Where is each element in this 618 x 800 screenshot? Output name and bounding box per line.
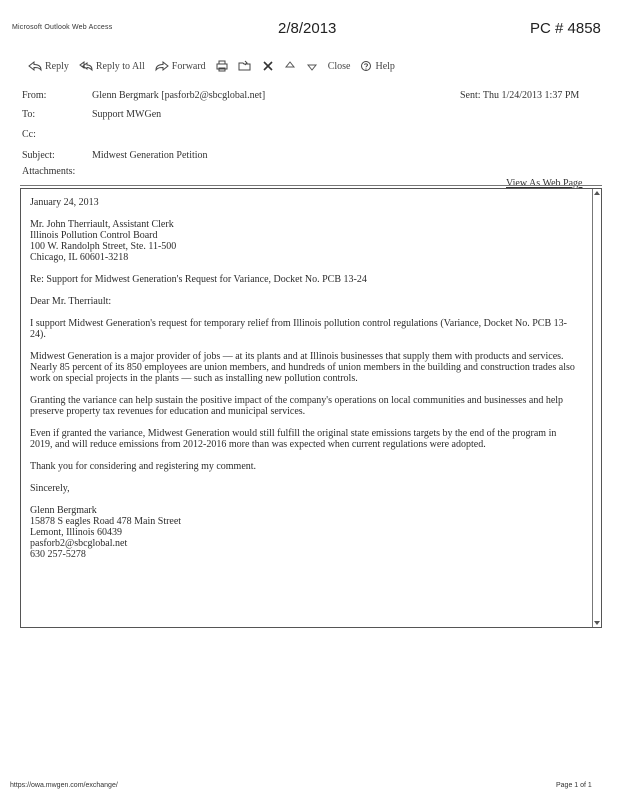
help-icon (360, 60, 372, 72)
letter-date: January 24, 2013 (30, 197, 99, 208)
recipient-line: Mr. John Therriault, Assistant Clerk (30, 219, 174, 230)
forward-button[interactable] (155, 60, 206, 72)
scroll-down-icon[interactable] (594, 621, 600, 625)
recipient-line: Chicago, IL 60601-3218 (30, 252, 129, 263)
signature-line: pasforb2@sbcglobal.net (30, 538, 128, 549)
attachments-label: Attachments: (22, 166, 76, 177)
previous-item-button[interactable] (284, 60, 296, 72)
print-button[interactable] (216, 60, 228, 72)
arrow-down-icon (306, 60, 318, 72)
forward-icon (155, 60, 169, 72)
re-line: Re: Support for Midwest Generation's Request for Variance, Docket No. PCB 13-24 (30, 274, 367, 285)
cc-label: Cc: (22, 129, 36, 140)
sent-label: Sent: (460, 90, 481, 101)
print-date: 2/8/2013 (278, 20, 337, 37)
subject-value: Midwest Generation Petition (92, 150, 208, 161)
sent-value: Thu 1/24/2013 1:37 PM (482, 90, 580, 101)
signature-line: Lemont, Illinois 60439 (30, 527, 122, 538)
paragraph: Even if granted the variance, Midwest Generation would still fulfill the original state emissions targets by the end of the program in 2019, and will reduce emissions from 2012-2016 more than was expected when current regulations were adopted. (30, 428, 557, 450)
message-body (30, 197, 580, 560)
reply-label: Reply (45, 60, 69, 72)
paragraph: Thank you for considering and registering my comment. (30, 461, 257, 472)
reply-all-label: Reply to All (95, 60, 145, 72)
footer-page-number: Page 1 of 1 (556, 782, 592, 789)
forward-label: Forward (171, 60, 206, 72)
footer-url: https://owa.mwgen.com/exchange/ (10, 782, 118, 789)
paragraph: Midwest Generation is a major provider of jobs — at its plants and at Illinois businesses that supply them with products and services. Nearly 85 percent of its 850 employees are union members, and hundreds of union members in the building and construction trades also work on special projects in the plants — such as installing new pollution controls. (30, 351, 575, 384)
signature-line: 15878 S eagles Road 478 Main Street (30, 516, 182, 527)
reply-all-button[interactable] (79, 60, 145, 72)
to-label: To: (22, 109, 36, 120)
signature-line: Glenn Bergmark (30, 505, 97, 516)
pc-number: PC # 4858 (530, 20, 601, 37)
close-button[interactable] (328, 61, 351, 72)
paragraph: I support Midwest Generation's request for temporary relief from Illinois pollution control regulations (Variance, Docket No. PCB 13-24). (30, 318, 567, 340)
help-label: Help (375, 60, 395, 72)
help-button[interactable] (360, 60, 394, 72)
delete-button[interactable] (262, 60, 274, 72)
header-divider (20, 185, 602, 186)
recipient-line: 100 W. Randolph Street, Ste. 11-500 (30, 241, 177, 252)
paragraph: Granting the variance can help sustain the positive impact of the company's operations on local communities and businesses and help preserve property tax revenues for education and municipal services. (30, 395, 564, 417)
scroll-up-icon[interactable] (594, 191, 600, 195)
app-name: Microsoft Outlook Web Access (12, 24, 113, 31)
message-toolbar (28, 58, 405, 74)
sent-field (460, 90, 579, 101)
delete-icon (262, 60, 274, 72)
reply-all-icon (79, 60, 93, 72)
signature-line: 630 257-5278 (30, 549, 86, 560)
view-as-web-page-link[interactable]: View As Web Page (506, 178, 583, 189)
subject-label: Subject: (22, 150, 55, 161)
move-folder-icon (238, 60, 252, 72)
print-icon (216, 60, 228, 72)
salutation: Dear Mr. Therriault: (30, 296, 112, 307)
close-label: Close (327, 60, 351, 72)
from-value: Glenn Bergmark [pasforb2@sbcglobal.net] (92, 90, 266, 101)
from-label: From: (22, 90, 47, 101)
move-button[interactable] (238, 60, 252, 72)
closing: Sincerely, (30, 483, 70, 494)
reply-icon (28, 60, 42, 72)
arrow-up-icon (284, 60, 296, 72)
message-scrollbar[interactable] (592, 189, 601, 627)
next-item-button[interactable] (306, 60, 318, 72)
reply-button[interactable] (28, 60, 69, 72)
recipient-line: Illinois Pollution Control Board (30, 230, 158, 241)
to-value: Support MWGen (92, 109, 162, 120)
